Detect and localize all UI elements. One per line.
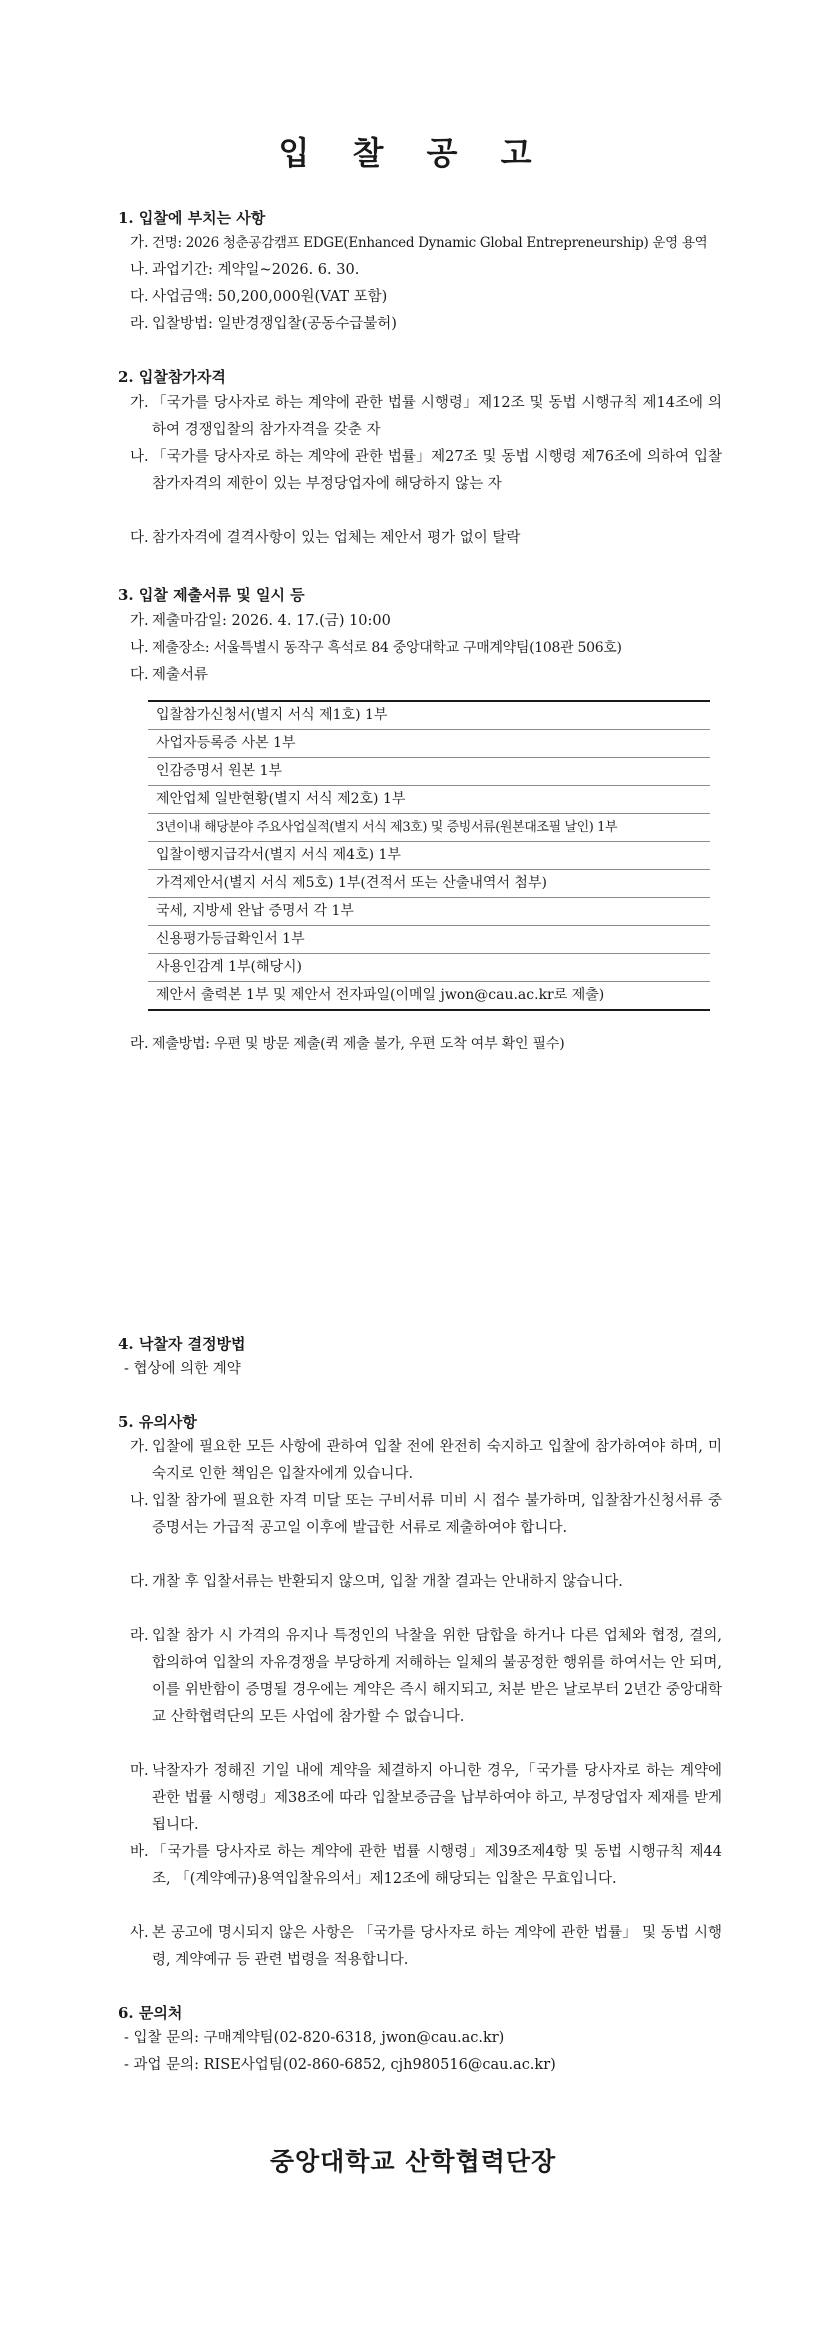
item-text: 「국가를 당사자로 하는 계약에 관한 법률 시행령」제12조 및 동법 시행규칙 제14조에 의하여 경쟁입찰의 참가자격을 갖춘 자 <box>152 395 722 438</box>
item-label: 가. <box>130 395 149 411</box>
section-5-item <box>130 1569 722 1596</box>
table-row: 가격제안서(별지 서식 제5호) 1부(견적서 또는 산출내역서 첨부) <box>148 870 710 898</box>
section-1-heading: 1. 입찰에 부치는 사항 <box>118 209 266 227</box>
section-1-item <box>130 284 722 311</box>
section-1-item <box>130 257 722 284</box>
item-text: 낙찰자가 정해진 기일 내에 계약을 체결하지 아니한 경우,「국가를 당사자로 하는 계약에 관한 법률 시행령」제38조에 따라 입찰보증금을 납부하여야 하고, 부정당업자 제재를 받게 됩니다. <box>152 1763 722 1833</box>
table-row: 국세, 지방세 완납 증명서 각 1부 <box>148 898 710 926</box>
table-row: 입찰참가신청서(별지 서식 제1호) 1부 <box>148 702 710 730</box>
table-row: 입찰이행지급각서(별지 서식 제4호) 1부 <box>148 842 710 870</box>
item-text: 입찰 참가 시 가격의 유지나 특정인의 낙찰을 위한 담합을 하거나 다른 업체와 협정, 결의, 합의하여 입찰의 자유경쟁을 부당하게 저해하는 일체의 불공정한 행위를 하여서는 안 되며, 이를 위반함이 증명될 경우에는 계약은 즉시 해지되고, 처분 받은 날로부터 2년간 중앙대학교 산학협력단의 모든 사업에 참가할 수 없습니다. <box>152 1628 722 1725</box>
table-row: 제안서 출력본 1부 및 제안서 전자파일(이메일 jwon@cau.ac.kr로 제출) <box>156 987 605 1003</box>
item-label: 마. <box>130 1763 149 1779</box>
item-text: 사업금액: 50,200,000원(VAT 포함) <box>152 289 388 305</box>
item-label: 가. <box>130 613 149 629</box>
item-label: 라. <box>130 1036 149 1052</box>
table-row: 인감증명서 원본 1부 <box>148 758 710 786</box>
item-label: 다. <box>130 667 149 683</box>
item-text: 참가자격에 결격사항이 있는 업체는 제안서 평가 없이 탈락 <box>152 530 521 546</box>
item-label: 라. <box>130 316 149 332</box>
section-6-heading: 6. 문의처 <box>118 2004 183 2022</box>
table-row: 3년이내 해당분야 주요사업실적(별지 서식 제3호) 및 증빙서류(원본대조필 날인) 1부 <box>148 814 710 842</box>
section-3-method <box>130 1031 722 1058</box>
table-row: 사용인감계 1부(해당시) <box>148 954 710 982</box>
submission-documents-table <box>148 700 710 1011</box>
item-label: 나. <box>130 640 149 656</box>
item-label: 다. <box>130 530 149 546</box>
item-text: 건명: 2026 청춘공감캠프 EDGE(Enhanced Dynamic Global Entrepreneurship) 운영 용역 <box>152 235 708 251</box>
table-row: 제안업체 일반현황(별지 서식 제2호) 1부 <box>148 786 710 814</box>
item-label: 나. <box>130 449 149 465</box>
item-label: 다. <box>130 289 149 305</box>
item-text: 제출방법: 우편 및 방문 제출(퀵 제출 불가, 우편 도착 여부 확인 필수) <box>152 1036 565 1052</box>
section-1-item <box>130 230 722 257</box>
section-5-item <box>130 1434 722 1488</box>
item-label: 라. <box>130 1628 149 1644</box>
item-text: 제출장소: 서울특별시 동작구 흑석로 84 중앙대학교 구매계약팀(108관 506호) <box>152 640 622 656</box>
section-4-heading: 4. 낙찰자 결정방법 <box>118 1335 246 1353</box>
item-text: 입찰에 필요한 모든 사항에 관하여 입찰 전에 완전히 숙지하고 입찰에 참가하여야 하며, 미숙지로 인한 책임은 입찰자에게 있습니다. <box>152 1439 722 1482</box>
item-label: 바. <box>130 1844 149 1860</box>
item-text: 입찰 참가에 필요한 자격 미달 또는 구비서류 미비 시 접수 불가하며, 입찰참가신청서류 중 증명서는 가급적 공고일 이후에 발급한 서류로 제출하여야 합니다. <box>152 1493 722 1536</box>
section-2-item <box>130 390 722 444</box>
item-label: 나. <box>130 262 149 278</box>
item-text: 제출마감일: 2026. 4. 17.(금) 10:00 <box>152 613 391 629</box>
section-5-item <box>130 1839 722 1893</box>
section-2-item <box>130 444 722 498</box>
item-text: 개찰 후 입찰서류는 반환되지 않으며, 입찰 개찰 결과는 안내하지 않습니다. <box>152 1574 623 1590</box>
section-5-item <box>130 1920 722 1974</box>
item-label: 나. <box>130 1493 149 1509</box>
item-text: 입찰방법: 일반경쟁입찰(공동수급불허) <box>152 316 397 332</box>
issuer-signature: 중앙대학교 산학협력단장 <box>269 2147 557 2176</box>
section-3-heading: 3. 입찰 제출서류 및 일시 등 <box>118 586 305 604</box>
contact-item: - 과업 문의: RISE사업팀(02-860-6852, cjh980516@cau.ac.kr) <box>124 2057 556 2073</box>
section-1-item <box>130 311 722 338</box>
table-row: 신용평가등급확인서 1부 <box>148 926 710 954</box>
item-text: 제출서류 <box>152 667 209 683</box>
section-3-item <box>130 635 722 662</box>
item-label: 가. <box>130 1439 149 1455</box>
item-text: 「국가를 당사자로 하는 계약에 관한 법률 시행령」제39조제4항 및 동법 시행규칙 제44조, 「(계약예규)용역입찰유의서」제12조에 해당되는 입찰은 무효입니다. <box>152 1844 722 1887</box>
section-2-item <box>130 525 722 552</box>
section-5-item <box>130 1488 722 1542</box>
item-label: 사. <box>130 1925 149 1941</box>
section-5-heading: 5. 유의사항 <box>118 1413 197 1431</box>
item-text: 과업기간: 계약일~2026. 6. 30. <box>152 262 360 278</box>
section-5-item <box>130 1758 722 1839</box>
item-label: 가. <box>130 235 149 251</box>
contact-item: - 입찰 문의: 구매계약팀(02-820-6318, jwon@cau.ac.kr) <box>124 2030 505 2046</box>
table-row: 사업자등록증 사본 1부 <box>148 730 710 758</box>
section-3-item <box>130 608 722 635</box>
item-text: 본 공고에 명시되지 않은 사항은 「국가를 당사자로 하는 계약에 관한 법률」 및 동법 시행령, 계약예규 등 관련 법령을 적용합니다. <box>152 1925 722 1968</box>
section-2-heading: 2. 입찰참가자격 <box>118 368 226 386</box>
section-5-item <box>130 1623 722 1731</box>
section-4-item: - 협상에 의한 계약 <box>124 1361 241 1377</box>
page-title: 입 찰 공 고 <box>278 134 548 172</box>
item-text: 「국가를 당사자로 하는 계약에 관한 법률」제27조 및 동법 시행령 제76조에 의하여 입찰참가자격의 제한이 있는 부정당업자에 해당하지 않는 자 <box>152 449 722 492</box>
item-label: 다. <box>130 1574 149 1590</box>
section-3-item <box>130 662 722 689</box>
